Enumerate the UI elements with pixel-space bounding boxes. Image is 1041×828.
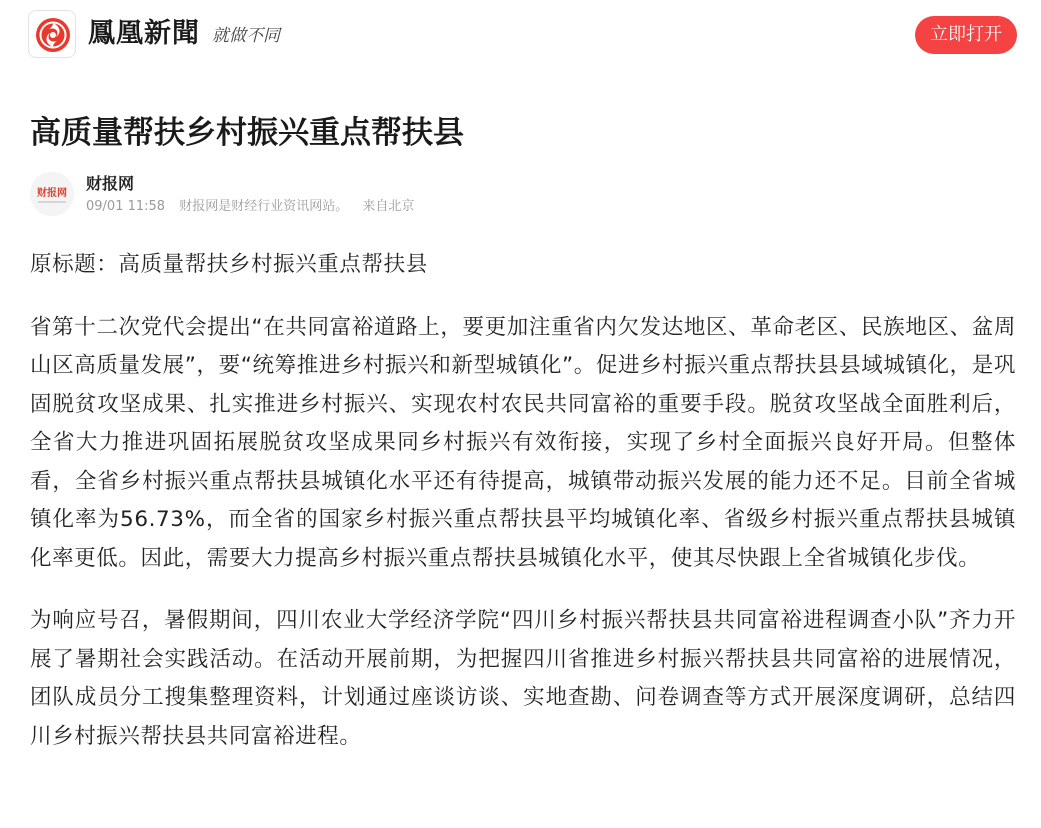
author-description: 财报网是财经行业资讯网站。 xyxy=(179,199,349,214)
brand-slogan: 就做不同 xyxy=(212,26,280,46)
publish-location: 来自北京 xyxy=(362,199,415,214)
open-app-button[interactable]: 立即打开 xyxy=(915,16,1017,54)
caibaowang-avatar-icon[interactable] xyxy=(30,172,74,216)
article-paragraph: 为响应号召，暑假期间，四川农业大学经济学院“四川乡村振兴帮扶县共同富裕进程调查小队”齐力开展了暑期社会实践活动。在活动开展前期，为把握四川省推进乡村振兴帮扶县共同富裕的进展情况，团队成员分工搜集整理资料，计划通过座谈访谈、实地查勘、问卷调查等方式开展深度调研，总结四川乡村振兴帮扶县共同富裕进程。 xyxy=(30,608,1016,749)
app-header xyxy=(0,0,1041,70)
article-title: 高质量帮扶乡村振兴重点帮扶县 xyxy=(30,115,464,151)
article-paragraph: 原标题：高质量帮扶乡村振兴重点帮扶县 xyxy=(30,252,428,277)
brand-name: 鳳凰新聞 xyxy=(88,18,200,49)
avatar-text: 财报网 xyxy=(37,188,67,199)
phoenix-logo-icon[interactable] xyxy=(28,10,76,58)
publish-datetime: 09/01 11:58 xyxy=(86,199,166,214)
article-paragraph: 省第十二次党代会提出“在共同富裕道路上，要更加注重省内欠发达地区、革命老区、民族地区、盆周山区高质量发展”，要“统筹推进乡村振兴和新型城镇化”。促进乡村振兴重点帮扶县县域城镇化，是巩固脱贫攻坚成果、扎实推进乡村振兴、实现农村农民共同富裕的重要手段。脱贫攻坚战全面胜利后，全省大力推进巩固拓展脱贫攻坚成果同乡村振兴有效衔接，实现了乡村全面振兴良好开局。但整体看，全省乡村振兴重点帮扶县城镇化水平还有待提高，城镇带动振兴发展的能力还不足。目前全省城镇化率为56.73%，而全省的国家乡村振兴重点帮扶县平均城镇化率、省级乡村振兴重点帮扶县城镇化率更低。因此，需要大力提高乡村振兴重点帮扶县城镇化水平，使其尽快跟上全省城镇化步伐。 xyxy=(30,314,1016,571)
author-name[interactable]: 财报网 xyxy=(86,174,135,193)
article-body xyxy=(30,246,1016,780)
article-meta xyxy=(86,198,424,216)
